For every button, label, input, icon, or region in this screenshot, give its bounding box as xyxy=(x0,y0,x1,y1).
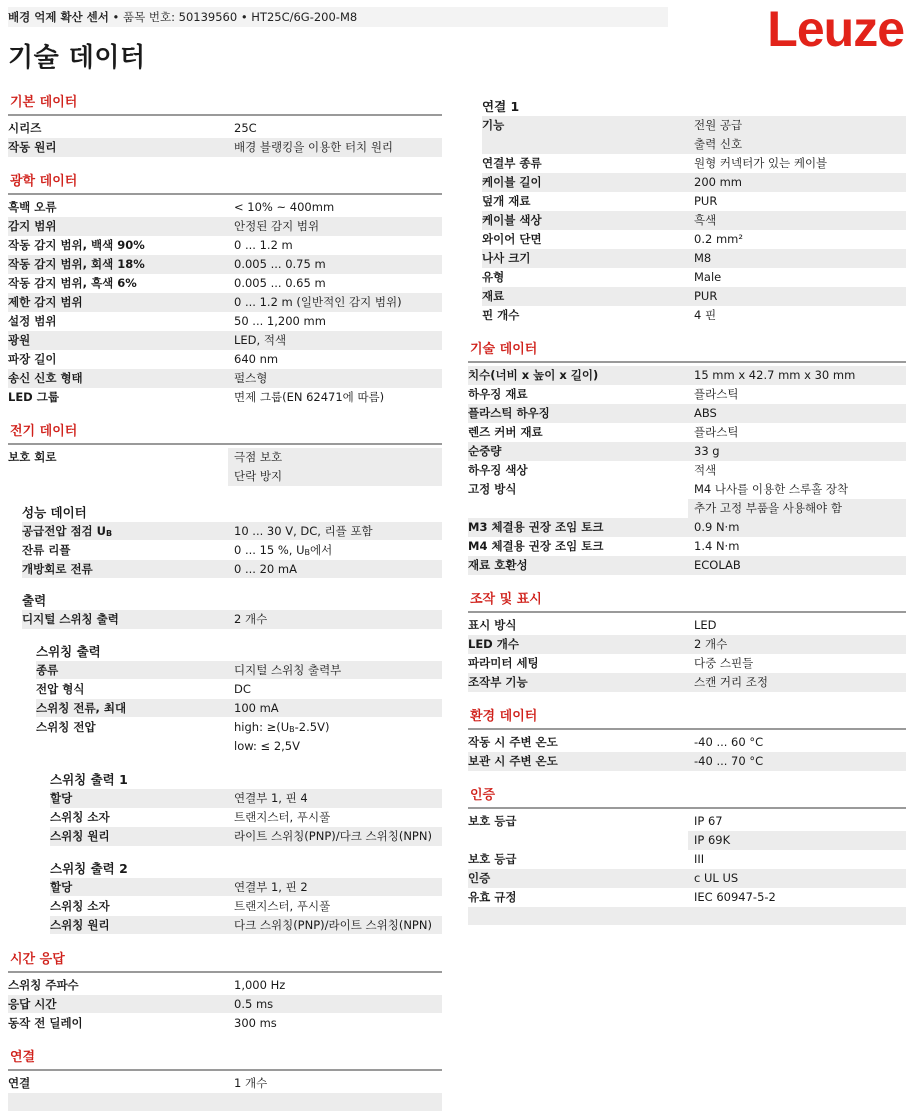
table-row xyxy=(36,661,442,680)
row-key: 고정 방식 xyxy=(468,482,517,496)
table-row xyxy=(482,230,906,249)
row-value: 트랜지스터, 푸시풀 xyxy=(234,810,331,824)
row-key: 작동 원리 xyxy=(8,138,228,157)
row-value: 0 ... 1.2 m xyxy=(234,238,293,252)
table-row xyxy=(468,480,906,499)
row-key: 파장 길이 xyxy=(8,352,57,366)
separator: • xyxy=(112,10,120,24)
row-key: 설정 범위 xyxy=(8,314,57,328)
row-key: M3 체결용 권장 조임 토크 xyxy=(468,518,688,537)
row-value: 다크 스위칭(PNP)/라이트 스위칭(NPN) xyxy=(228,916,442,935)
basic-table xyxy=(8,119,442,157)
row-value: IP 67 xyxy=(694,814,723,828)
row-key: 보호 등급 xyxy=(468,852,517,866)
table-row xyxy=(482,268,906,287)
row-value: 전원 공급 xyxy=(688,116,906,135)
table-row xyxy=(468,499,906,518)
row-key: 할당 xyxy=(50,878,228,897)
row-value: 배경 블랭킹을 이용한 터치 원리 xyxy=(228,138,442,157)
table-row xyxy=(8,236,442,255)
row-key: 개방회로 전류 xyxy=(22,560,228,579)
row-value: 트랜지스터, 푸시풀 xyxy=(234,898,331,913)
row-value: 극점 보호 xyxy=(228,448,442,467)
table-row xyxy=(8,331,442,350)
table-row xyxy=(50,789,442,808)
table-row xyxy=(36,737,442,756)
row-key: 공급전압 점검 $U_B$ xyxy=(22,522,228,541)
table-row xyxy=(8,312,442,331)
section-rule xyxy=(8,114,442,116)
table-row xyxy=(8,388,442,407)
table-row xyxy=(50,808,442,827)
row-key: 플라스틱 하우징 xyxy=(468,404,688,423)
row-key: 와이어 단면 xyxy=(482,232,542,246)
row-value: 1 개수 xyxy=(234,1075,268,1090)
switching-output-1-group xyxy=(36,771,442,934)
row-key: 보호 등급 xyxy=(468,814,517,828)
table-row xyxy=(468,654,906,673)
section-rule xyxy=(8,193,442,195)
row-key: 작동 감지 범위, 회색 18% xyxy=(8,255,228,274)
sub-title: 스위칭 출력 xyxy=(36,643,101,659)
table-row xyxy=(8,448,442,467)
table-row xyxy=(468,831,906,850)
row-value: high: $\ge(U_B-2.5V)$ xyxy=(234,719,330,734)
sub-title: 스위칭 출력 2 xyxy=(50,860,128,876)
table-row xyxy=(482,192,906,211)
row-value: LED, 적색 xyxy=(228,331,442,350)
table-row xyxy=(468,812,906,831)
row-value: c UL US xyxy=(688,869,906,888)
environment-table xyxy=(468,733,906,771)
row-key: 재료 호환성 xyxy=(468,556,688,575)
table-row xyxy=(8,995,442,1014)
row-key: 하우징 재료 xyxy=(468,387,528,401)
table-row xyxy=(482,211,906,230)
row-value: 1,000 Hz xyxy=(234,977,286,992)
table-row xyxy=(22,522,442,541)
row-value: 안정된 감지 범위 xyxy=(228,217,442,236)
row-key: 스위칭 원리 xyxy=(50,827,228,846)
table-row xyxy=(468,616,906,635)
table-row xyxy=(8,138,442,157)
row-key: 제한 감지 범위 xyxy=(8,293,228,312)
row-key: 재료 xyxy=(482,287,688,306)
section-rule xyxy=(468,611,906,613)
row-value: 0.9 N·m xyxy=(688,518,906,537)
row-value: 200 mm xyxy=(688,173,906,192)
table-row xyxy=(50,916,442,935)
part-number: 품목 번호: 50139560 xyxy=(123,10,238,24)
row-value: 0 ... 15 %, $U_B$에서 xyxy=(234,542,333,557)
table-row xyxy=(482,287,906,306)
row-value: 플라스틱 xyxy=(694,425,739,439)
table-row xyxy=(468,556,906,575)
section-rule xyxy=(8,443,442,445)
row-key: 스위칭 소자 xyxy=(50,810,110,824)
row-value: 펄스형 xyxy=(228,369,442,388)
row-value: 원형 커넥터가 있는 케이블 xyxy=(694,156,828,170)
switching-output-group xyxy=(22,643,442,935)
table-row xyxy=(482,306,906,325)
sub-title: 연결 1 xyxy=(482,99,520,114)
row-key: 표시 방식 xyxy=(468,618,517,632)
mechanical-table xyxy=(468,366,906,480)
row-value: PUR xyxy=(694,194,718,208)
table-row xyxy=(468,635,906,654)
row-key: 치수(너비 x 높이 x 길이) xyxy=(468,366,688,385)
row-key: 디지털 스위칭 출력 xyxy=(22,610,228,629)
connection-table xyxy=(8,1074,442,1093)
table-row xyxy=(468,869,906,888)
table-row xyxy=(36,718,442,737)
row-key: 스위칭 주파수 xyxy=(8,977,79,992)
section-title: 기술 데이터 xyxy=(470,342,538,357)
row-key: 감지 범위 xyxy=(8,217,228,236)
row-value: 라이트 스위칭(PNP)/다크 스위칭(NPN) xyxy=(228,827,442,846)
sw2-table xyxy=(50,878,442,935)
row-value: Male xyxy=(694,270,722,284)
row-key: 보호 회로 xyxy=(8,450,57,464)
row-key: 파라미터 세팅 xyxy=(468,656,539,670)
row-value: 0.2 mm² xyxy=(694,232,743,246)
table-row xyxy=(8,369,442,388)
table-row xyxy=(468,850,906,869)
certification-table xyxy=(468,850,906,907)
row-value: 다중 스핀들 xyxy=(694,656,754,670)
row-value: 2 개수 xyxy=(228,610,442,629)
row-key: 할당 xyxy=(50,789,228,808)
table-row xyxy=(482,135,906,154)
table-row xyxy=(468,888,906,907)
row-value: 0.005 ... 0.65 m xyxy=(234,276,326,290)
row-value: -40 ... 70 °C xyxy=(688,752,906,771)
connection-1-group xyxy=(468,98,906,325)
operation-table xyxy=(468,616,906,692)
row-value: 640 nm xyxy=(234,352,279,366)
table-row xyxy=(482,173,906,192)
table-row xyxy=(8,350,442,369)
row-key: 보관 시 주변 온도 xyxy=(468,752,688,771)
table-row xyxy=(468,733,906,752)
table-row xyxy=(50,878,442,897)
row-key: LED 그룹 xyxy=(8,390,59,404)
table-row xyxy=(50,897,442,916)
table-row xyxy=(468,537,906,556)
row-key: 흑백 오류 xyxy=(8,200,57,214)
row-key: 하우징 색상 xyxy=(468,463,528,477)
row-key: 유형 xyxy=(482,270,505,284)
row-value: 100 mA xyxy=(228,699,442,718)
row-key: 순중량 xyxy=(468,442,688,461)
header-breadcrumb xyxy=(8,7,668,27)
table-row xyxy=(8,293,442,312)
table-row xyxy=(482,249,906,268)
table-row xyxy=(22,541,442,560)
section-rule xyxy=(8,1069,442,1071)
table-row xyxy=(8,1074,442,1093)
row-value: 디지털 스위칭 출력부 xyxy=(228,661,442,680)
mechanical-table-b xyxy=(468,518,906,575)
row-value: 33 g xyxy=(688,442,906,461)
section-title: 환경 데이터 xyxy=(470,709,538,724)
section-title: 기본 데이터 xyxy=(10,95,78,110)
row-key: 잔류 리플 xyxy=(22,542,71,557)
row-key: 조작부 기능 xyxy=(468,673,688,692)
electrical-table xyxy=(8,448,442,486)
row-key: 기능 xyxy=(482,116,688,135)
row-key: 덮개 재료 xyxy=(482,194,531,208)
row-key: 스위칭 원리 xyxy=(50,916,228,935)
row-value: 적색 xyxy=(694,463,717,477)
row-key: 인증 xyxy=(468,869,688,888)
row-value: 0.5 ms xyxy=(228,995,442,1014)
table-row xyxy=(468,404,906,423)
row-value: 1.4 N·m xyxy=(694,539,740,553)
row-value: ECOLAB xyxy=(688,556,906,575)
row-key: LED 개수 xyxy=(468,635,688,654)
row-value: -40 ... 60 °C xyxy=(694,735,764,749)
table-row xyxy=(8,198,442,217)
section-rule xyxy=(468,807,906,809)
row-value: PUR xyxy=(688,287,906,306)
row-value: low: ≤ 2,5V xyxy=(234,738,300,753)
row-value: 흑색 xyxy=(688,211,906,230)
left-column xyxy=(8,92,442,1111)
row-key: 핀 개수 xyxy=(482,308,520,322)
row-value: 연결부 1, 핀 2 xyxy=(228,878,442,897)
sub-title: 성능 데이터 xyxy=(22,504,87,520)
row-value: 300 ms xyxy=(234,1015,277,1030)
row-key: 시리즈 xyxy=(8,121,42,135)
table-row xyxy=(468,385,906,404)
table-row xyxy=(468,518,906,537)
row-value: 0.005 ... 0.75 m xyxy=(228,255,442,274)
row-key: 작동 시 주변 온도 xyxy=(468,735,558,749)
section-title: 조작 및 표시 xyxy=(470,592,542,607)
row-value: ABS xyxy=(688,404,906,423)
section-title: 연결 xyxy=(10,1049,36,1065)
connection-1-table xyxy=(482,154,906,325)
row-value: 2 개수 xyxy=(688,635,906,654)
row-key: 연결 xyxy=(8,1075,31,1090)
row-value: 플라스틱 xyxy=(694,387,739,401)
row-key: 송신 신호 형태 xyxy=(8,369,228,388)
row-value: 10 ... 30 V, DC, 리플 포함 xyxy=(228,522,442,541)
row-key: 응답 시간 xyxy=(8,995,228,1014)
row-value: 0 ... 1.2 m (일반적인 감지 범위) xyxy=(228,293,442,312)
table-row xyxy=(468,366,906,385)
row-key: 전압 형식 xyxy=(36,681,85,696)
row-key: 종류 xyxy=(36,661,228,680)
table-row xyxy=(468,423,906,442)
row-key: 스위칭 소자 xyxy=(50,898,110,913)
row-value: LED xyxy=(694,618,717,632)
row-key: 작동 감지 범위, 백색 90% xyxy=(8,238,145,252)
row-value: 4 핀 xyxy=(694,308,717,322)
row-key: 스위칭 전류, 최대 xyxy=(36,699,228,718)
row-key: 연결부 종류 xyxy=(482,156,542,170)
row-value: 연결부 1, 핀 4 xyxy=(228,789,442,808)
separator: • xyxy=(240,10,248,24)
table-row xyxy=(468,461,906,480)
page-title: 기술 데이터 xyxy=(8,43,146,73)
table-row xyxy=(468,442,906,461)
table-row xyxy=(8,119,442,138)
table-row xyxy=(50,827,442,846)
section-rule xyxy=(8,971,442,973)
row-key: 동작 전 딜레이 xyxy=(8,1015,83,1030)
row-key: 렌즈 커버 재료 xyxy=(468,425,543,439)
table-row xyxy=(8,255,442,274)
row-value: IEC 60947-5-2 xyxy=(694,890,776,904)
right-column xyxy=(468,92,906,925)
table-row xyxy=(8,274,442,293)
table-row xyxy=(8,1014,442,1033)
table-row xyxy=(468,752,906,771)
sub-title: 출력 xyxy=(22,593,47,608)
product-name: 배경 억제 확산 센서 xyxy=(8,10,109,24)
row-value: 15 mm x 42.7 mm x 30 mm xyxy=(688,366,906,385)
table-row xyxy=(8,467,442,486)
table-row xyxy=(36,699,442,718)
table-row xyxy=(22,560,442,579)
row-value: 출력 신호 xyxy=(688,135,906,154)
brand-logo: Leuze xyxy=(767,1,904,57)
section-title: 전기 데이터 xyxy=(10,424,78,439)
row-key: 유효 규정 xyxy=(468,890,517,904)
section-title: 시간 응답 xyxy=(10,951,65,967)
table-row xyxy=(8,217,442,236)
table-row xyxy=(8,976,442,995)
row-key: 스위칭 전압 xyxy=(36,719,96,734)
row-key: 작동 감지 범위, 흑색 6% xyxy=(8,276,137,290)
row-key: M4 체결용 권장 조임 토크 xyxy=(468,539,604,553)
row-value: 0 ... 20 mA xyxy=(228,560,442,579)
row-value: M8 xyxy=(688,249,906,268)
row-key: 케이블 길이 xyxy=(482,173,688,192)
performance-group xyxy=(8,504,442,935)
row-key: 나사 크기 xyxy=(482,249,688,268)
sub-title: 스위칭 출력 1 xyxy=(50,772,128,787)
row-value: 단락 방지 xyxy=(228,467,442,486)
section-title: 인증 xyxy=(470,788,496,803)
row-value: IP 69K xyxy=(688,831,906,850)
row-value: III xyxy=(694,852,705,866)
section-title: 광학 데이터 xyxy=(10,174,78,189)
row-value: 25C xyxy=(234,121,257,135)
row-value: 50 ... 1,200 mm xyxy=(234,314,326,328)
timing-table xyxy=(8,976,442,1033)
table-row xyxy=(482,154,906,173)
row-value: < 10% ~ 400mm xyxy=(234,200,335,214)
table-row xyxy=(22,610,442,629)
row-value: 스캔 거리 조정 xyxy=(688,673,906,692)
section-rule xyxy=(468,361,906,363)
optical-table xyxy=(8,198,442,407)
row-key: 케이블 색상 xyxy=(482,211,688,230)
table-row xyxy=(468,673,906,692)
table-row xyxy=(482,116,906,135)
table-row xyxy=(36,680,442,699)
row-value: M4 나사를 이용한 스루홀 장착 xyxy=(694,482,849,496)
row-value: DC xyxy=(234,681,251,696)
sw1-table xyxy=(50,789,442,846)
row-value: 면제 그룹(EN 62471에 따름) xyxy=(234,390,385,404)
row-key: 광원 xyxy=(8,331,228,350)
model-code: HT25C/6G-200-M8 xyxy=(251,10,358,24)
section-rule xyxy=(468,728,906,730)
row-value: 추가 고정 부품을 사용해야 함 xyxy=(688,499,906,518)
